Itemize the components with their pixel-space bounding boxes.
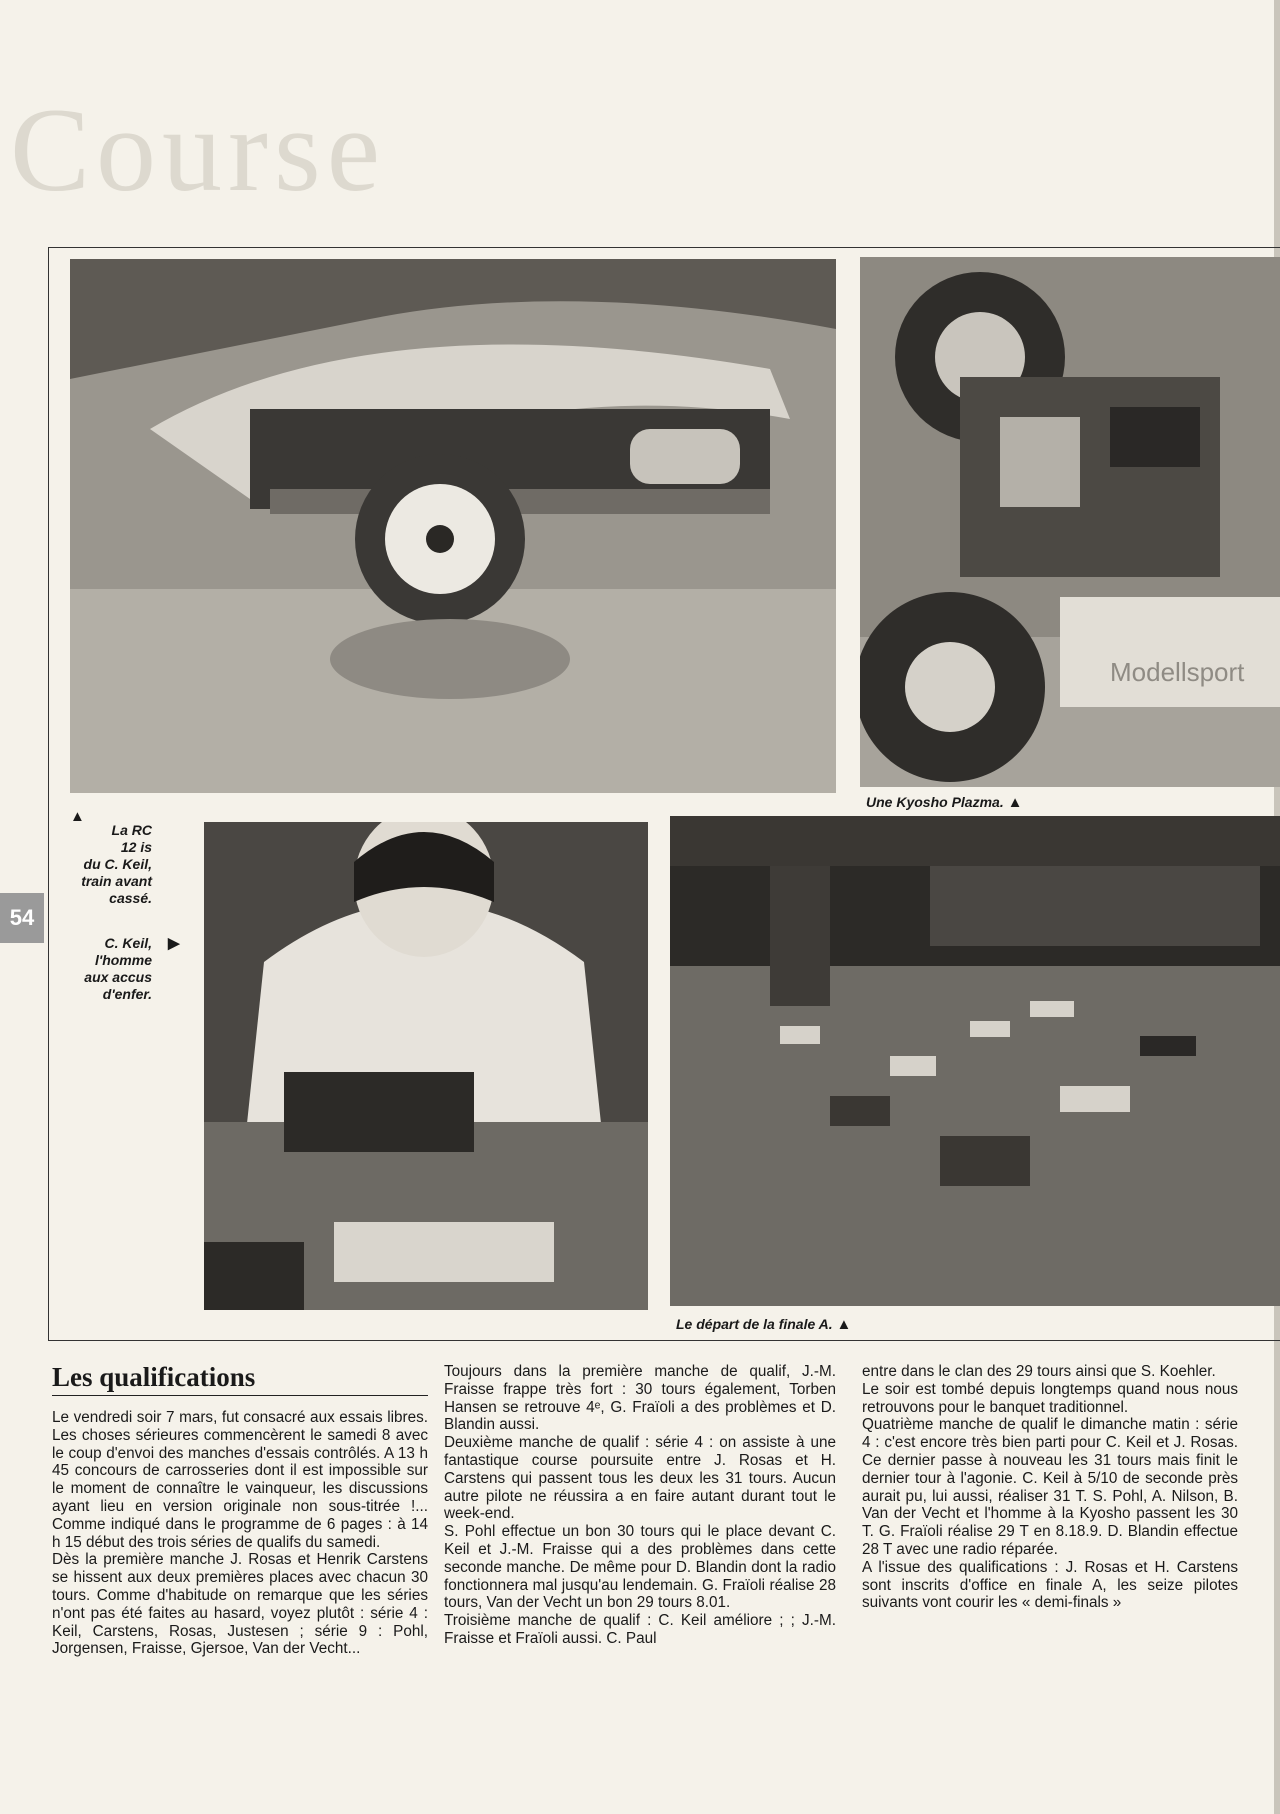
caption-line: C. Keil,	[104, 935, 152, 951]
caption-line: aux accus	[84, 969, 152, 985]
caption-line: 12 is	[120, 839, 152, 855]
caption-text: Une Kyosho Plazma.	[866, 794, 1004, 810]
caption-line: cassé.	[109, 890, 152, 906]
triangle-up-icon: ▲	[70, 808, 85, 825]
caption-photo-kyosho	[866, 794, 1022, 811]
caption-photo-c-keil	[57, 935, 152, 1003]
photo-c-keil	[204, 822, 648, 1310]
paragraph: A l'issue des qualifications : J. Rosas et H. Carstens sont inscrits d'office en finale A, les seize pilotes suivants vont courir les « demi-finals »	[862, 1558, 1238, 1612]
article-title: Les qualifications	[52, 1362, 428, 1396]
article-column-2	[444, 1363, 836, 1648]
photo-kyosho-plazma-image	[860, 257, 1280, 787]
triangle-up-icon: ▲	[836, 1316, 852, 1333]
photo-rc12-car	[70, 259, 836, 793]
photo-rc12-car-image	[70, 259, 836, 793]
paragraph: Deuxième manche de qualif : série 4 : on assiste à une fantastique course poursuite entre J. Rosas et H. Carstens qui passent tous les deux les 31 tours. Aucun autre pilote ne réussira a en faire autant durant tout le week-end.	[444, 1434, 836, 1523]
caption-line: La RC	[111, 822, 152, 838]
caption-photo-rc12	[57, 822, 152, 907]
triangle-right-icon: ▶	[168, 935, 180, 952]
paragraph: Dès la première manche J. Rosas et Henrik Carstens se hissent aux deux premières places avec chacun 30 tours. Comme d'habitude on remarque que les séries n'ont pas été faites au hasard, voyez plutôt : série 4 : Keil, Carstens, Rosas, Justesen ; série 9 : Pohl, Jorgensen, Fraisse, Gjersoe, Van der Vecht...	[52, 1551, 428, 1658]
paragraph: Toujours dans la première manche de qualif, J.-M. Fraisse frappe très fort : 30 tours également, Torben Hansen se retrouve 4ᵉ, G. Fraïoli a des problèmes et D. Blandin aussi.	[444, 1363, 836, 1434]
caption-triangle-right	[168, 935, 180, 952]
triangle-up-icon: ▲	[1007, 794, 1023, 811]
photo-kyosho-plazma	[860, 257, 1280, 787]
caption-line: du C. Keil,	[83, 856, 152, 872]
article-column-1	[52, 1409, 428, 1658]
paragraph: Le soir est tombé depuis longtemps quand nous nous retrouvons pour le banquet traditionnel.	[862, 1380, 1238, 1416]
photo-c-keil-image	[204, 822, 648, 1310]
photo-finale-start	[670, 816, 1280, 1306]
photo-finale-start-image	[670, 816, 1280, 1306]
paragraph: entre dans le clan des 29 tours ainsi que S. Koehler.	[862, 1363, 1216, 1380]
page-number: 54	[0, 893, 44, 943]
article-column-3	[862, 1363, 1238, 1612]
paragraph: Le vendredi soir 7 mars, fut consacré aux essais libres. Les choses sérieures commencèrent le samedi 8 avec le coup d'envoi des manches d'essais contrôlés. A 13 h 45 concours de carrosseries dont il est impossible sur le moment de connaître le vainqueur, les discussions ayant lieu en version originale non sous-titrée !... Comme indiqué dans le programme de 6 pages : à 14 h 15 début des trois séries de qualifs du samedi.	[52, 1409, 428, 1551]
caption-line: train avant	[81, 873, 152, 889]
box-label-modellsport: Modellsport	[1110, 657, 1245, 687]
caption-line: l'homme	[94, 952, 152, 968]
background-title: Course	[10, 95, 386, 205]
caption-text: Le départ de la finale A.	[676, 1316, 833, 1332]
paragraph: S. Pohl effectue un bon 30 tours qui le place devant C. Keil et J.-M. Fraisse qui a des problèmes dans cette seconde manche. De même pour D. Blandin dont la radio fonctionnera mal jusqu'au lendemain. G. Fraïoli réalise 28 tours, Van der Vecht un bon 29 tours 8.01.	[444, 1523, 836, 1612]
caption-photo-finale	[676, 1316, 851, 1333]
paragraph: Quatrième manche de qualif le dimanche matin : série 4 : c'est encore très bien parti pour C. Keil et J. Rosas. Ce dernier passe à nouveau les 31 tours mais finit le dernier tour à l'agonie. C. Keil à 5/10 de seconde près aurait pu, lui aussi, réaliser 31 T. S. Pohl, A. Nilson, B. Van der Vecht et l'homme à la Kyosho passent les 30 T. G. Fraïoli réalise 29 T en 8.18.9. D. Blandin effectue 28 T avec une radio réparée.	[862, 1416, 1238, 1558]
caption-line: d'enfer.	[102, 986, 152, 1002]
paragraph: Troisième manche de qualif : C. Keil améliore ; ; J.-M. Fraisse et Fraïoli aussi. C. Paul	[444, 1612, 836, 1647]
